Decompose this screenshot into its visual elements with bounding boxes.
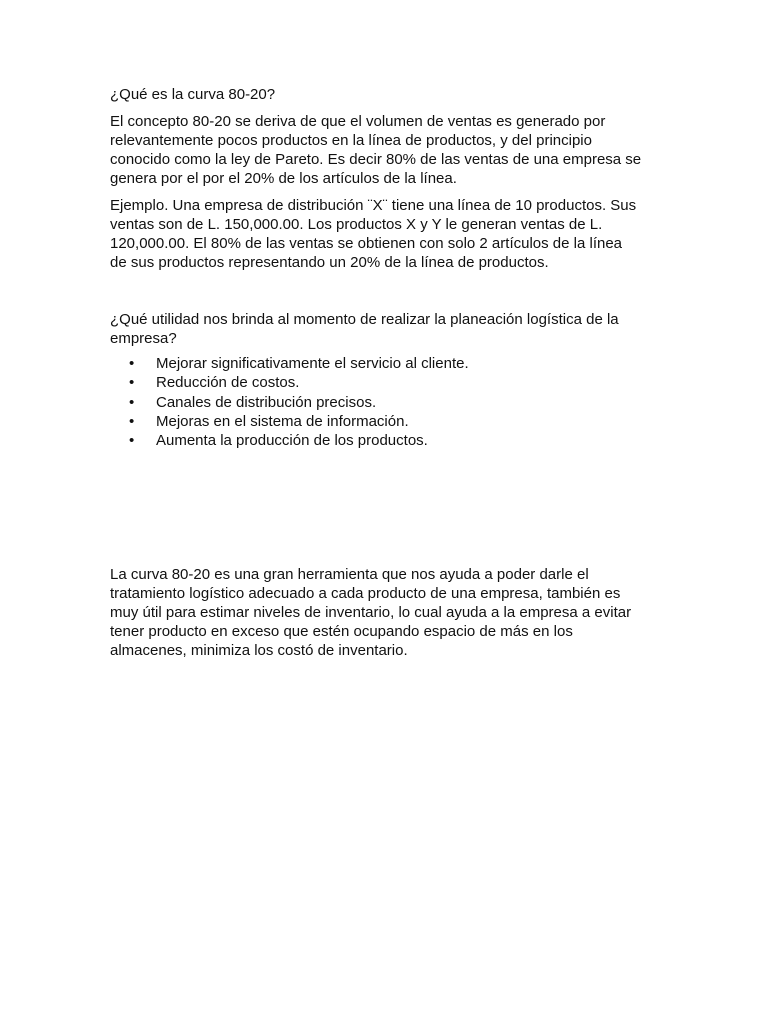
list-item-text: Mejorar significativamente el servicio al cliente. [156, 355, 469, 372]
example-paragraph: Ejemplo. Una empresa de distribución ¨X¨ tiene una línea de 10 productos. Sus ventas son de L. 150,000.00. Los productos X y Y le generan ventas de L. 120,000.00. El 80% de las ventas se obtienen con solo 2 artículos de la línea de sus productos representando un 20% de la línea de productos. [110, 197, 637, 271]
bullet-icon: • [129, 393, 135, 411]
conclusion-paragraph: La curva 80-20 es una gran herramienta que nos ayuda a poder darle el tratamiento logístico adecuado a cada producto de una empresa, también es muy útil para estimar niveles de inventario, lo cual ayuda a la empresa a evitar tener producto en exceso que estén ocupando espacio de más en los almacenes, minimiza los costó de inventario. [110, 566, 632, 660]
list-item-text: Aumenta la producción de los productos. [156, 432, 428, 450]
bullet-icon: • [129, 432, 135, 450]
document-page [110, 85, 670, 660]
list-item-text: Reducción de costos. [156, 374, 300, 392]
bullet-icon: • [129, 412, 135, 430]
list-item-text: Canales de distribución precisos. [156, 393, 377, 411]
bullet-icon: • [129, 355, 135, 372]
list-item [110, 354, 670, 373]
benefits-list [110, 354, 670, 450]
list-item [110, 412, 670, 431]
definition-paragraph: El concepto 80-20 se deriva de que el volumen de ventas es generado por relevantemente pocos productos en la línea de productos, y del principio conocido como la ley de Pareto. Es decir 80% de las ventas de una empresa se genera por el por el 20% de los artículos de la línea. [110, 113, 642, 187]
list-item [110, 431, 670, 450]
question-heading-1: ¿Qué es la curva 80-20? [110, 86, 276, 103]
list-item-text: Mejoras en el sistema de información. [156, 412, 409, 430]
question-heading-2: ¿Qué utilidad nos brinda al momento de realizar la planeación logística de la empresa? [110, 311, 619, 347]
bullet-icon: • [129, 374, 135, 392]
list-item [110, 373, 670, 392]
list-item [110, 393, 670, 412]
